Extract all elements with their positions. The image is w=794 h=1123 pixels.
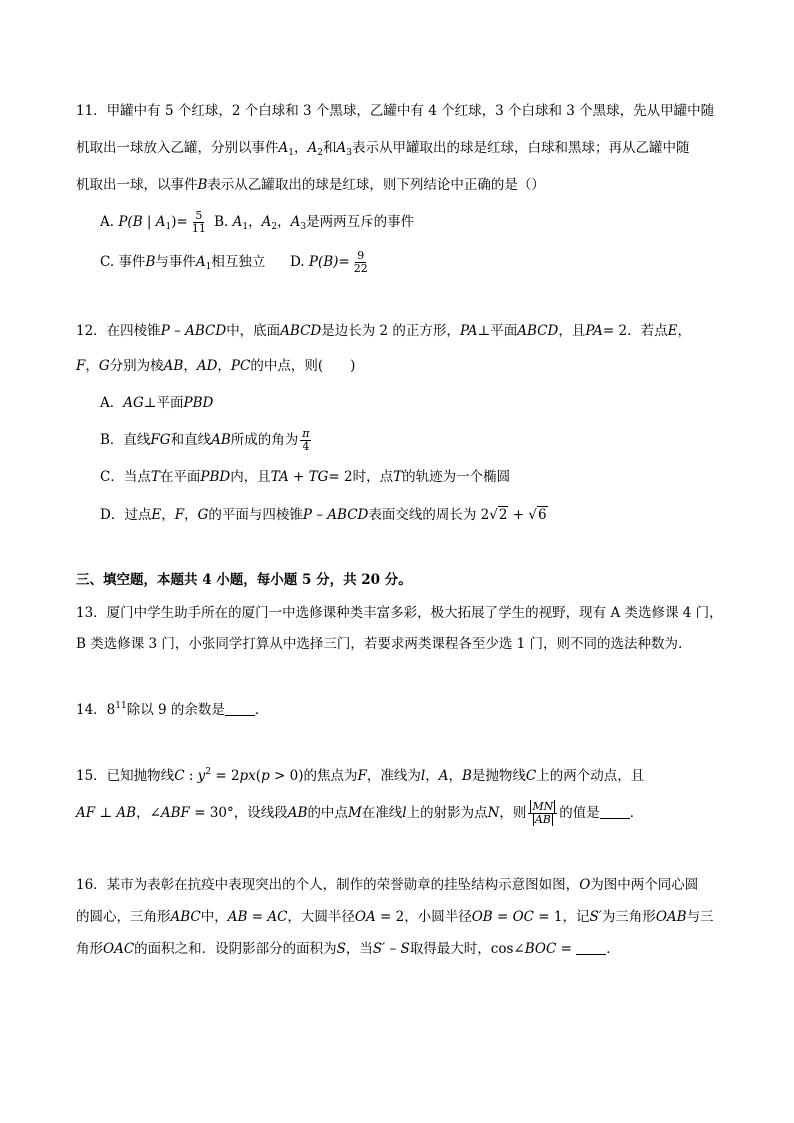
q11-option-c: C. 事件B与事件$A_1$相互独立 — [100, 254, 266, 272]
q12-option-a: A．AG⊥平面PBD — [100, 395, 214, 411]
q16-line3: 角形OAC的面积之和．设阴影部分的面积为S，当S′ – S取得最大时，cos∠BOC = ． — [76, 941, 620, 957]
q11-line2: 机取出一球放入乙罐，分别以事件$A_1$，$A_2$和$A_3$表示从甲罐取出的球是红球，白球和黑球；再从乙罐中随 — [76, 140, 690, 158]
q12-option-c: C．当点T在平面PBD内，且TA + TG= 2时，点T的轨迹为一个椭圆 — [100, 469, 511, 485]
q11-option-d: D. P(B)= $\frac{9}{22}$ — [289, 249, 368, 275]
q11-options-cd — [100, 248, 372, 281]
q14-line: 14．$8^{11}$除以 9 的余数是 ． — [76, 701, 269, 718]
q11-line1: 11．甲罐中有 5 个红球，2 个白球和 3 个黑球，乙罐中有 4 个红球，3 个白球和 3 个黑球，先从甲罐中随 — [76, 103, 715, 119]
q14-answer-blank[interactable] — [225, 703, 255, 716]
q16-answer-blank[interactable] — [576, 942, 606, 955]
q11-option-b: B. $A_1$，$A_2$，$A_3$是两两互斥的事件 — [214, 214, 415, 232]
q15-answer-blank[interactable] — [600, 806, 630, 819]
q16-line1: 16．某市为表彰在抗疫中表现突出的个人，制作的荣誉勋章的挂坠结构示意图如图，O为图中两个同心圆 — [76, 877, 699, 893]
q16-line2: 的圆心，三角形ABC中，AB = AC，大圆半径OA = 2，小圆半径OB = OC = 1，记S′为三角形OAB与三 — [76, 909, 714, 925]
q13-line1: 13．厦门中学生助手所在的厦门一中选修课种类丰富多彩，极大拓展了学生的视野，现有 A 类选修课 4 门， — [76, 605, 723, 621]
q13-line2: B 类选修课 3 门，小张同学打算从中选择三门，若要求两类课程各至少选 1 门，则不同的选法种数为. — [76, 636, 683, 652]
q15-line2: AF ⊥ AB，∠ABF = 30°，设线段AB的中点M在准线l上的射影为点N，则 $\frac{MN}{AB}$ 的值是 ． — [76, 800, 644, 826]
q11-options-ab — [100, 208, 414, 241]
q11-option-a: A. P(B | $A_1)=$ $\frac{5}{11}$ — [100, 209, 206, 235]
q15-line1: 15．已知抛物线C : $y^2 = 2px(p > 0)$的焦点为F，准线为l，A，B是抛物线C上的两个动点，且 — [76, 767, 645, 784]
section-3-heading: 三、填空题，本题共 4 小题，每小题 5 分，共 20 分。 — [76, 572, 412, 588]
q12-option-b: B．直线FG和直线AB所成的角为 $\frac{\pi}{4}$ — [100, 427, 310, 453]
q11-line3: 机取出一球，以事件B表示从乙罐取出的球是红球，则下列结论中正确的是（） — [76, 177, 545, 193]
q12-line2: F，G分别为棱AB，AD，PC的中点，则( ) — [76, 358, 356, 374]
q12-option-d: D．过点E，F，G的平面与四棱锥P – ABCD表面交线的周长为 2√2 + √6 — [100, 507, 547, 523]
q12-line1: 12．在四棱锥P – ABCD中，底面ABCD是边长为 2 的正方形，PA⊥平面ABCD，且PA= 2．若点E， — [76, 323, 691, 339]
